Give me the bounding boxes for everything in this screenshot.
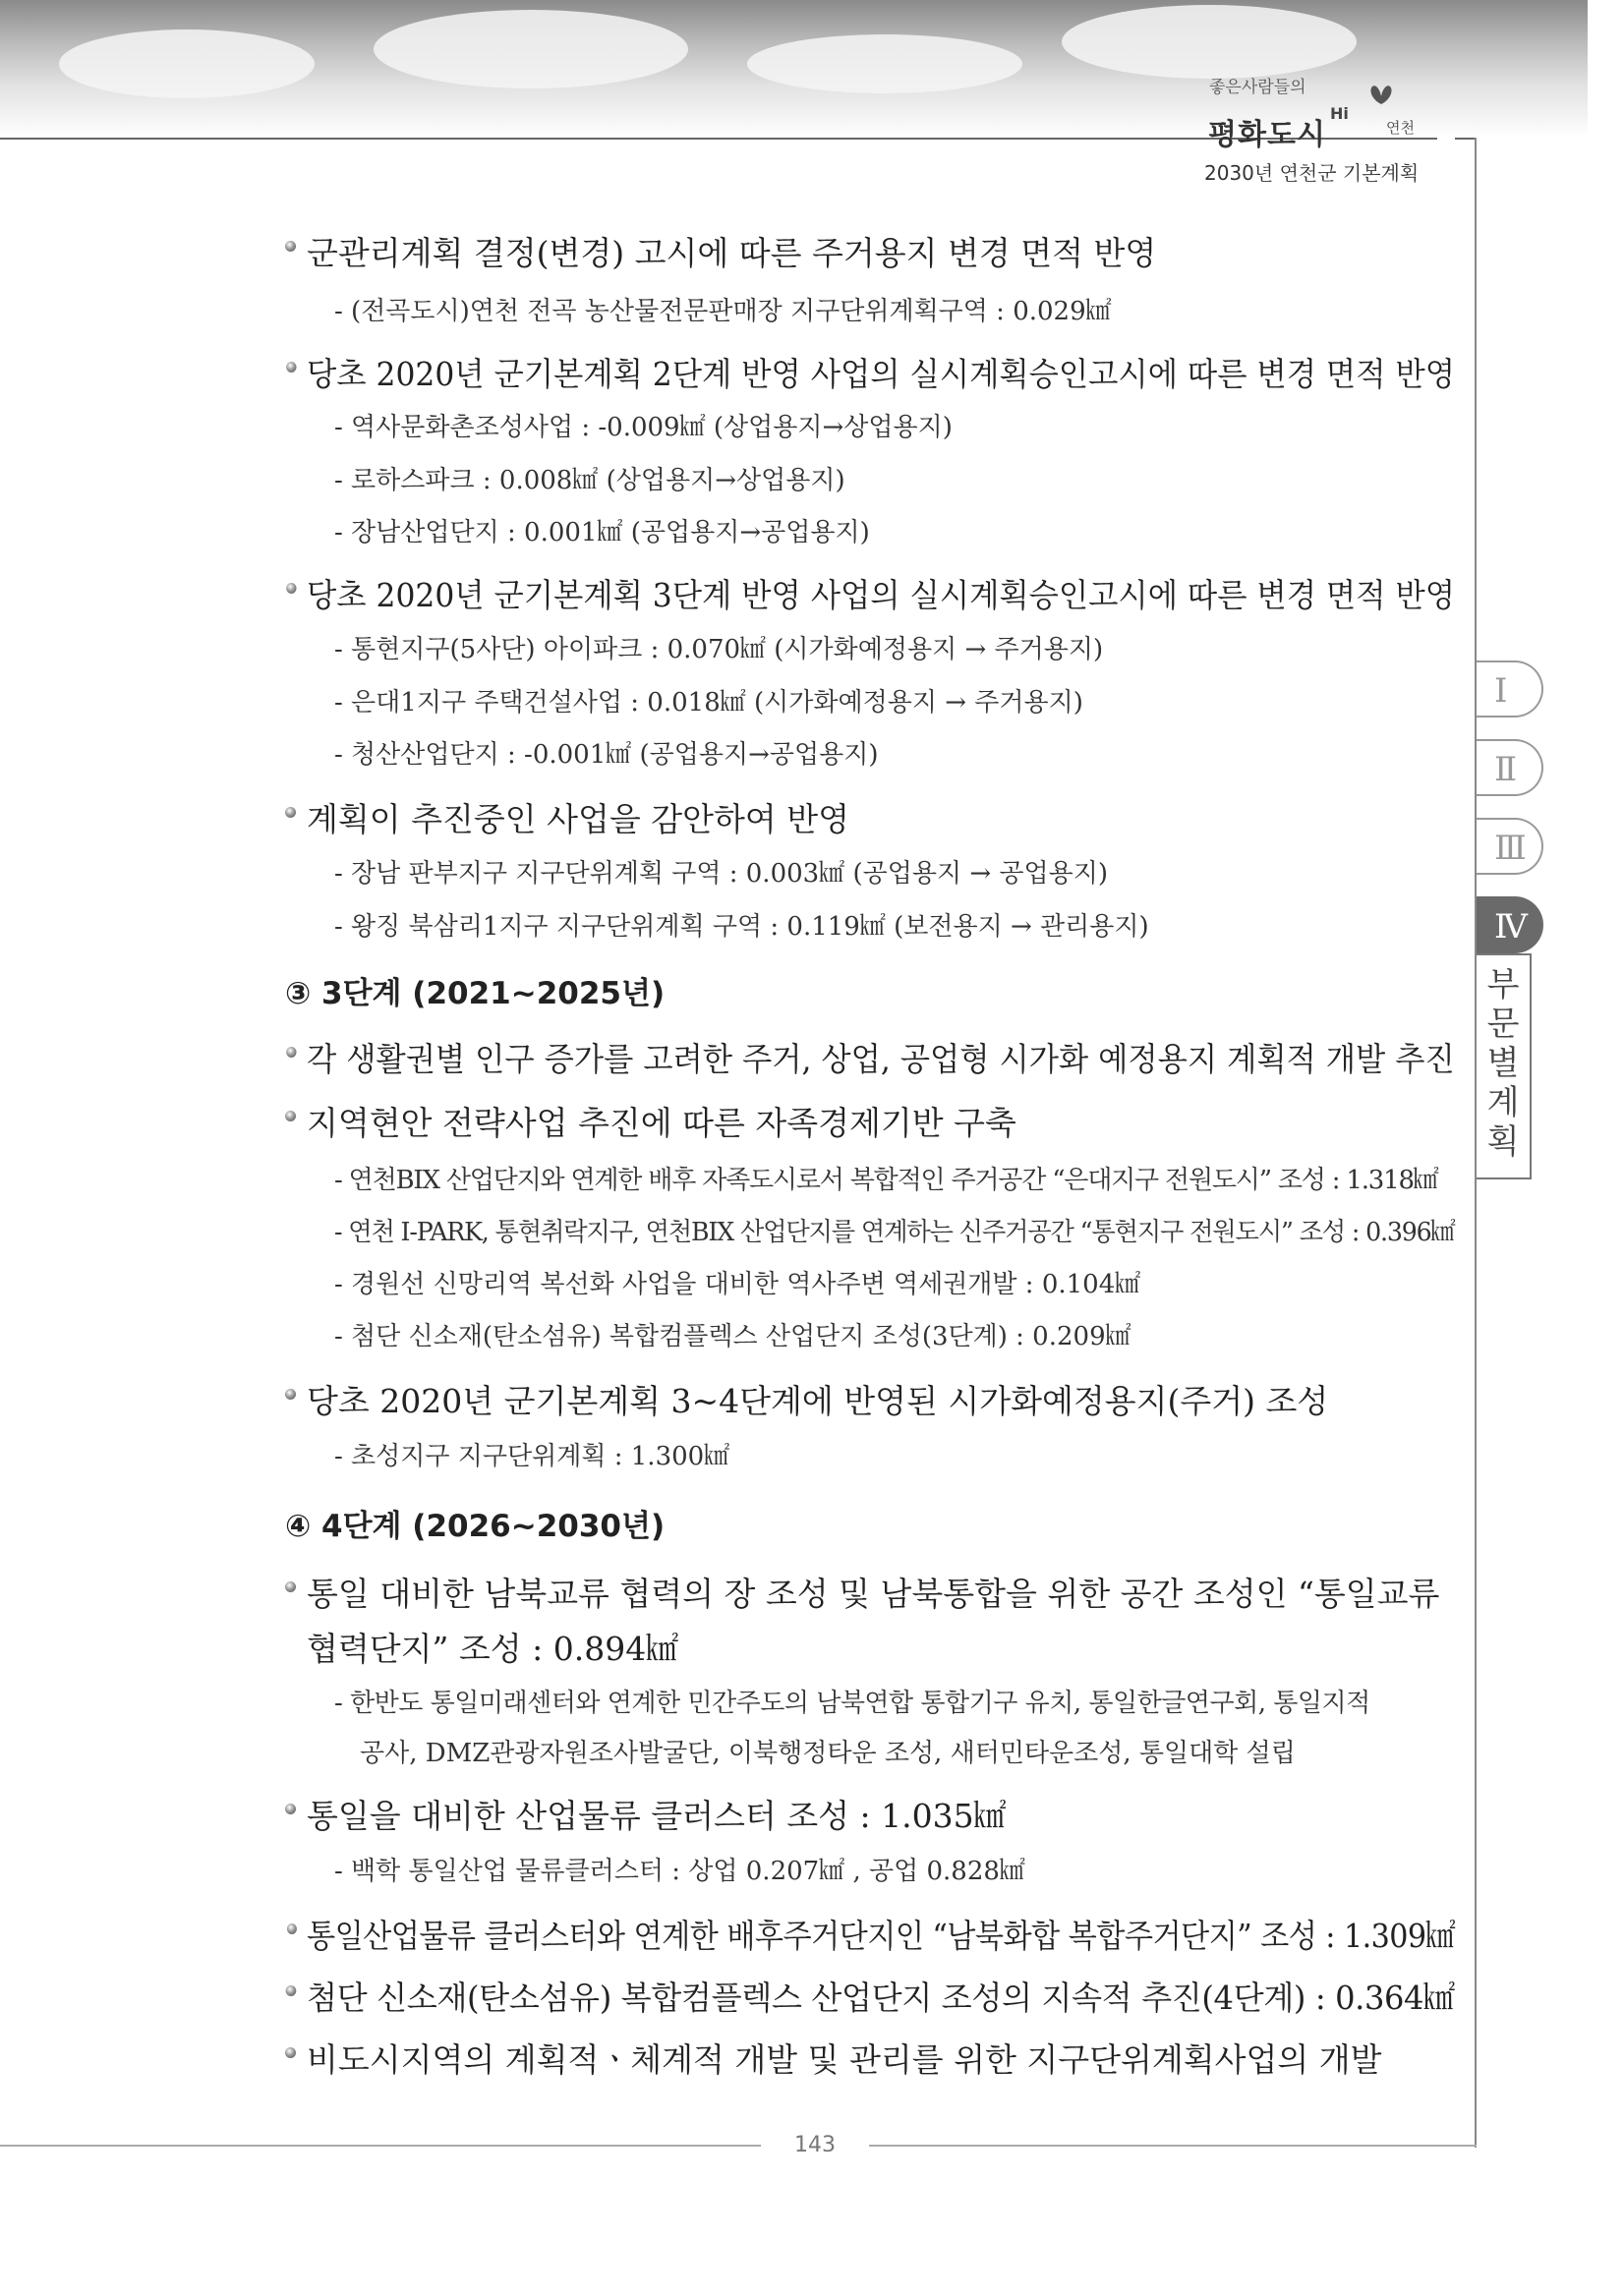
detail-item: - 백학 통일산업 물류클러스터 : 상업 0.207㎢ , 공업 0.828㎢ [334,1857,1025,1886]
butterfly-icon [1366,81,1396,110]
detail-item: - 청산산업단지 : -0.001㎢ (공업용지→공업용지) [334,740,879,770]
bullet-item-continued: 협력단지” 조성 : 0.894㎢ [307,1630,679,1668]
section-side-label [1477,953,1532,1179]
detail-item: - 장남산업단지 : 0.001㎢ (공업용지→공업용지) [334,518,870,547]
logo-title: 평화도시 [1208,118,1326,152]
footer-rule [0,2145,1477,2147]
side-char: 문 [1486,1004,1520,1044]
section-heading: ④ 4단계 (2026~2030년) [285,1509,666,1544]
detail-item: - 역사문화촌조성사업 : -0.009㎢ (상업용지→상업용지) [334,413,953,442]
bullet-item: 비도시지역의 계획적ㆍ체계적 개발 및 관리를 위한 지구단위계획사업의 개발 [307,2035,1382,2081]
detail-item: - 연천 I-PARK, 통현취락지구, 연천BIX 산업단지를 연계하는 신주거공간 “통현지구 전원도시” 조성 : 0.396㎢ [334,1218,1455,1247]
logo-hi: Hi [1330,104,1349,123]
page-number: 143 [761,2133,869,2157]
detail-item: - 초성지구 지구단위계획 : 1.300㎢ [334,1442,730,1471]
tab-chapter-1[interactable]: Ⅰ [1477,660,1543,718]
tab-chapter-3[interactable]: Ⅲ [1477,818,1543,875]
detail-item: - 첨단 신소재(탄소섬유) 복합컴플렉스 산업단지 조성(3단계) : 0.209㎢ [334,1322,1131,1351]
side-char: 별 [1486,1044,1520,1083]
detail-item: - 은대1지구 주택건설사업 : 0.018㎢ (시가화예정용지 → 주거용지) [334,688,1083,718]
tab-chapter-4[interactable]: Ⅳ [1477,896,1543,953]
bullet-item: 군관리계획 결정(변경) 고시에 따른 주거용지 변경 면적 반영 [307,228,1156,274]
detail-item: - 한반도 통일미래센터와 연계한 민간주도의 남북연합 통합기구 유치, 통일한글연구회, 통일지적 [334,1689,1370,1718]
side-char: 계 [1486,1083,1520,1122]
detail-item: - 통현지구(5사단) 아이파크 : 0.070㎢ (시가화예정용지 → 주거용지) [334,635,1104,664]
bullet-item: 계획이 추진중인 사업을 감안하여 반영 [307,794,849,840]
document-subtitle: 2030년 연천군 기본계획 [1204,161,1420,185]
logo-tagline: 좋은사람들의 [1209,78,1306,97]
bullet-item: 통일산업물류 클러스터와 연계한 배후주거단지인 “남북화합 복합주거단지” 조성 : 1.309㎢ [307,1911,1455,1957]
logo-city: 연천 [1386,119,1415,137]
detail-item: - 경원선 신망리역 복선화 사업을 대비한 역사주변 역세권개발 : 0.104㎢ [334,1270,1141,1299]
bullet-item: 통일을 대비한 산업물류 클러스터 조성 : 1.035㎢ [307,1791,1007,1837]
bullet-item: 첨단 신소재(탄소섬유) 복합컴플렉스 산업단지 조성의 지속적 추진(4단계) : 0.364㎢ [307,1973,1455,2019]
detail-item: - 장남 판부지구 지구단위계획 구역 : 0.003㎢ (공업용지 → 공업용지) [334,859,1108,889]
bullet-item: 당초 2020년 군기본계획 3단계 반영 사업의 실시계획승인고시에 따른 변경 면적 반영 [307,570,1455,616]
section-heading: ③ 3단계 (2021~2025년) [285,976,666,1011]
detail-item: - 연천BIX 산업단지와 연계한 배후 자족도시로서 복합적인 주거공간 “은대지구 전원도시” 조성 : 1.318㎢ [334,1166,1438,1195]
bullet-item: 각 생활권별 인구 증가를 고려한 주거, 상업, 공업형 시가화 예정용지 계획적 개발 추진 [307,1034,1455,1080]
bullet-item: 당초 2020년 군기본계획 3~4단계에 반영된 시가화예정용지(주거) 조성 [307,1376,1328,1422]
detail-item: - 왕징 북삼리1지구 지구단위계획 구역 : 0.119㎢ (보전용지 → 관리용지) [334,912,1149,942]
detail-item-continued: 공사, DMZ관광자원조사발굴단, 이북행정타운 조성, 새터민타운조성, 통일대학 설립 [360,1739,1296,1768]
bullet-item: 당초 2020년 군기본계획 2단계 반영 사업의 실시계획승인고시에 따른 변경 면적 반영 [307,349,1455,395]
frame-top [1455,138,1475,140]
bullet-item: 통일 대비한 남북교류 협력의 장 조성 및 남북통합을 위한 공간 조성인 “통일교류 [307,1569,1439,1615]
bullet-item: 지역현안 전략사업 추진에 따른 자족경제기반 구축 [307,1098,1016,1144]
side-char: 획 [1486,1122,1520,1162]
tab-chapter-2[interactable]: Ⅱ [1477,739,1543,796]
side-char: 부 [1486,965,1520,1004]
city-logo [1185,63,1450,152]
detail-item: - 로하스파크 : 0.008㎢ (상업용지→상업용지) [334,466,845,495]
detail-item: - (전곡도시)연천 전곡 농산물전문판매장 지구단위계획구역 : 0.029㎢ [334,297,1112,326]
